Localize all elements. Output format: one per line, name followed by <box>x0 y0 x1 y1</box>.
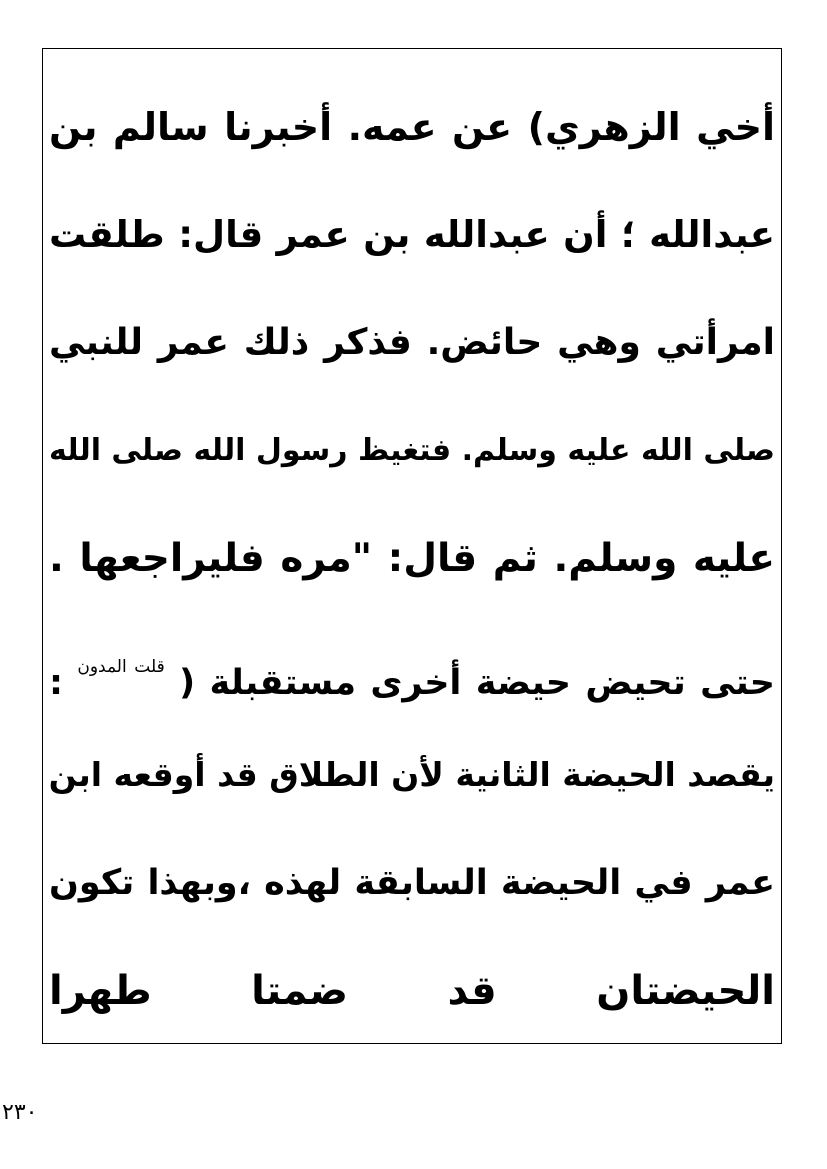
editor-note-label: قلت المدون <box>77 657 165 677</box>
page-frame <box>42 48 782 1044</box>
text-block <box>49 73 775 1044</box>
text-line-2: عبدالله ؛ أن عبدالله بن عمر قال: طلقت <box>49 213 775 256</box>
editor-note-colon: : <box>49 663 63 703</box>
text-line-8: عمر في الحيضة السابقة لهذه ،وبهذا تكون <box>49 863 775 903</box>
text-line-1: أخي الزهري) عن عمه. أخبرنا سالم بن <box>49 105 775 149</box>
text-line-6 <box>49 613 775 721</box>
text-line-9: الحيضتان قد ضمتا طهرا <box>49 968 775 1014</box>
page-number: ٢٣٠ <box>2 1100 38 1125</box>
text-line-7: يقصد الحيضة الثانية لأن الطلاق قد أوقعه ابن <box>49 755 775 794</box>
text-line-5: عليه وسلم. ثم قال: "مره فليراجعها . <box>49 536 775 581</box>
text-line-4: صلى الله عليه وسلم. فتغيظ رسول الله صلى الله <box>49 433 775 468</box>
text-line-3: امرأتي وهي حائض. فذكر ذلك عمر للنبي <box>49 322 775 363</box>
text-line-6-main: حتى تحيض حيضة أخرى مستقبلة ( <box>179 663 775 703</box>
